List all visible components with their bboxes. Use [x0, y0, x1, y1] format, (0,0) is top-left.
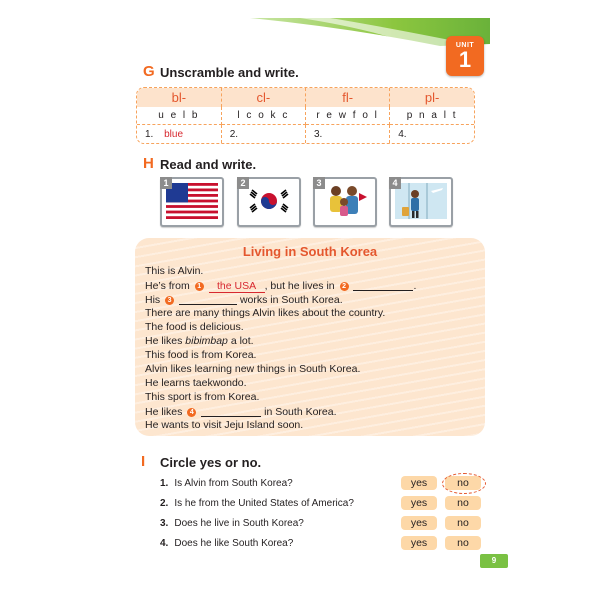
picture-number: 2: [237, 177, 249, 189]
no-button[interactable]: no: [445, 496, 481, 510]
blank-number: 1: [195, 282, 204, 291]
question-text: Does he like South Korea?: [174, 538, 294, 549]
scrambled-letters: r e w f o l: [306, 107, 390, 125]
question: [160, 538, 293, 549]
answer-text: blue: [164, 128, 184, 140]
passage-line: This sport is from Korea.: [145, 391, 260, 403]
passage-text: He likes: [145, 406, 183, 418]
picture-3: [313, 177, 377, 227]
passage-line: [145, 293, 343, 306]
picture-number: 4: [389, 177, 401, 189]
passage-text: .: [413, 280, 417, 292]
scrambled-letters: u e l b: [137, 107, 221, 125]
blank-1-answer[interactable]: the USA: [209, 280, 265, 293]
passage-line: [145, 405, 337, 418]
section-g-title: Unscramble and write.: [160, 65, 299, 80]
unscramble-table: [136, 87, 475, 144]
answer-cell[interactable]: [221, 125, 305, 144]
question: [160, 498, 354, 509]
passage-line: This food is from Korea.: [145, 349, 257, 361]
passage-text: He likes: [145, 335, 183, 347]
picture-1: [160, 177, 224, 227]
no-button[interactable]: no: [445, 516, 481, 530]
passage-line: He learns taekwondo.: [145, 377, 247, 389]
blank-3[interactable]: [179, 293, 237, 305]
picture-4: [389, 177, 453, 227]
circled-answer-marker: [442, 473, 486, 494]
section-h-title: Read and write.: [160, 157, 257, 172]
blend-header: fl-: [306, 88, 390, 107]
question-text: Does he live in South Korea?: [174, 518, 304, 529]
answer-number: 1.: [145, 128, 154, 140]
blank-number: 2: [340, 282, 349, 291]
blend-header: bl-: [137, 88, 221, 107]
usa-flag-icon: [166, 183, 218, 219]
passage-text: He’s from: [145, 280, 190, 292]
section-i-letter: I: [141, 453, 146, 470]
picture-number: 3: [313, 177, 325, 189]
picture-number: 1: [160, 177, 172, 189]
passage-line: Alvin likes learning new things in South Korea.: [145, 363, 361, 375]
passage-text: , but he lives in: [264, 280, 335, 292]
no-button[interactable]: no: [445, 476, 481, 490]
answer-number: 3.: [314, 128, 323, 140]
section-g-letter: G: [143, 63, 155, 80]
question: [160, 518, 304, 529]
yes-button[interactable]: yes: [401, 536, 437, 550]
passage-line: [145, 335, 254, 347]
question-number: 3.: [160, 518, 169, 529]
section-i-title: Circle yes or no.: [160, 455, 262, 470]
header-decoration: [0, 0, 600, 80]
blank-number: 3: [165, 296, 174, 305]
scrambled-letters: p n a l t: [390, 107, 474, 125]
answer-cell[interactable]: [390, 125, 474, 144]
question-text: Is he from the United States of America?: [174, 498, 354, 509]
unit-label: UNIT: [455, 42, 475, 49]
reading-passage: [135, 238, 485, 436]
blank-4[interactable]: [201, 405, 261, 417]
airport-traveler-icon: [395, 183, 447, 219]
passage-line: There are many things Alvin likes about the country.: [145, 307, 386, 319]
passage-line: He wants to visit Jeju Island soon.: [145, 419, 304, 431]
blend-header: cl-: [221, 88, 305, 107]
answer-cell[interactable]: [137, 125, 221, 144]
scrambled-letters: l c o k c: [221, 107, 305, 125]
passage-line: This is Alvin.: [145, 265, 204, 277]
page-number: 9: [480, 554, 508, 568]
question-text: Is Alvin from South Korea?: [174, 478, 293, 489]
question-number: 4.: [160, 538, 169, 549]
no-button[interactable]: no: [445, 536, 481, 550]
unit-number: 1: [458, 47, 472, 72]
answer-cell[interactable]: [306, 125, 390, 144]
passage-line: [145, 279, 416, 293]
section-h-letter: H: [143, 155, 154, 172]
picture-2: [237, 177, 301, 227]
passage-title: Living in South Korea: [242, 244, 378, 259]
passage-text: works in South Korea.: [239, 294, 343, 306]
answer-number: 2.: [229, 128, 239, 140]
passage-italic-word: bibimbap: [185, 335, 228, 347]
blank-2[interactable]: [353, 279, 413, 291]
blend-header: pl-: [390, 88, 474, 107]
yes-button[interactable]: yes: [401, 496, 437, 510]
korea-flag-icon: [243, 183, 295, 219]
blank-number: 4: [187, 408, 196, 417]
yes-button[interactable]: yes: [401, 516, 437, 530]
unit-badge: [446, 36, 484, 76]
question-number: 2.: [160, 498, 169, 509]
passage-text: a lot.: [230, 335, 254, 347]
question-number: 1.: [160, 478, 169, 489]
passage-text: in South Korea.: [264, 406, 337, 418]
yes-button[interactable]: yes: [401, 476, 437, 490]
family-icon: [319, 183, 371, 219]
question: [160, 478, 293, 489]
passage-line: The food is delicious.: [145, 321, 244, 333]
answer-number: 4.: [398, 128, 407, 140]
passage-text: His: [145, 294, 161, 306]
